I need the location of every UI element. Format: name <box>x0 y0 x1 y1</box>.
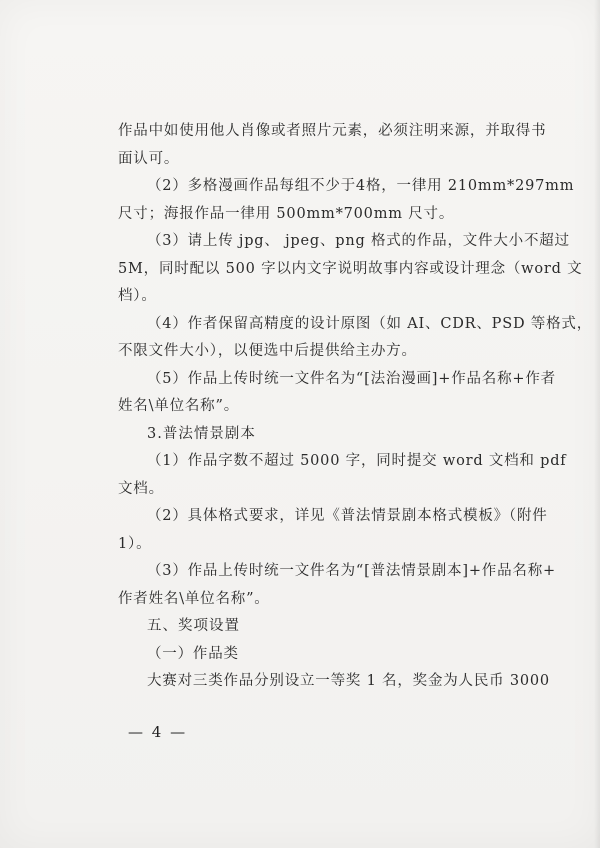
body-text <box>118 118 592 696</box>
text-line: 尺寸；海报作品一律用 500mm*700mm 尺寸。 <box>118 205 455 222</box>
text-line: （5）作品上传时统一文件名为“[法治漫画]+作品名称+作者 <box>147 370 556 387</box>
text-line: 面认可。 <box>118 150 180 167</box>
text-line: 1）。 <box>118 535 152 552</box>
text-line: （2）具体格式要求，详见《普法情景剧本格式模板》（附件 <box>147 508 548 524</box>
text-line: 文档。 <box>118 480 164 497</box>
section-heading-script: 3.普法情景剧本 <box>147 425 256 442</box>
text-line: （3）作品上传时统一文件名为“[普法情景剧本]+作品名称+ <box>147 563 556 579</box>
subsection-heading-works: （一）作品类 <box>147 645 239 662</box>
page-number: — 4 — <box>128 723 188 741</box>
text-line: 大赛对三类作品分别设立一等奖 1 名，奖金为人民币 3000 <box>147 673 550 689</box>
text-line: 档）。 <box>118 288 157 304</box>
text-line: （4）作者保留高精度的设计原图（如 AI、CDR、PSD 等格式， <box>147 315 592 332</box>
text-line: （2）多格漫画作品每组不少于4格，一律用 210mm*297mm <box>147 178 575 194</box>
text-line: （1）作品字数不超过 5000 字，同时提交 word 文档和 pdf <box>147 453 567 469</box>
text-line: 作品中如使用他人肖像或者照片元素，必须注明来源，并取得书 <box>118 123 547 139</box>
scan-edge-shadow <box>594 0 600 848</box>
section-heading-awards: 五、奖项设置 <box>147 618 240 634</box>
text-line: （3）请上传 jpg、 jpeg、png 格式的作品，文件大小不超过 <box>147 233 570 249</box>
text-line: 作者姓名\单位名称”。 <box>118 590 270 607</box>
text-line: 姓名\单位名称”。 <box>118 398 239 414</box>
text-line: 不限文件大小），以便选中后提供给主办方。 <box>118 343 417 359</box>
text-line: 5M，同时配以 500 字以内文字说明故事内容或设计理念（word 文 <box>118 260 583 277</box>
